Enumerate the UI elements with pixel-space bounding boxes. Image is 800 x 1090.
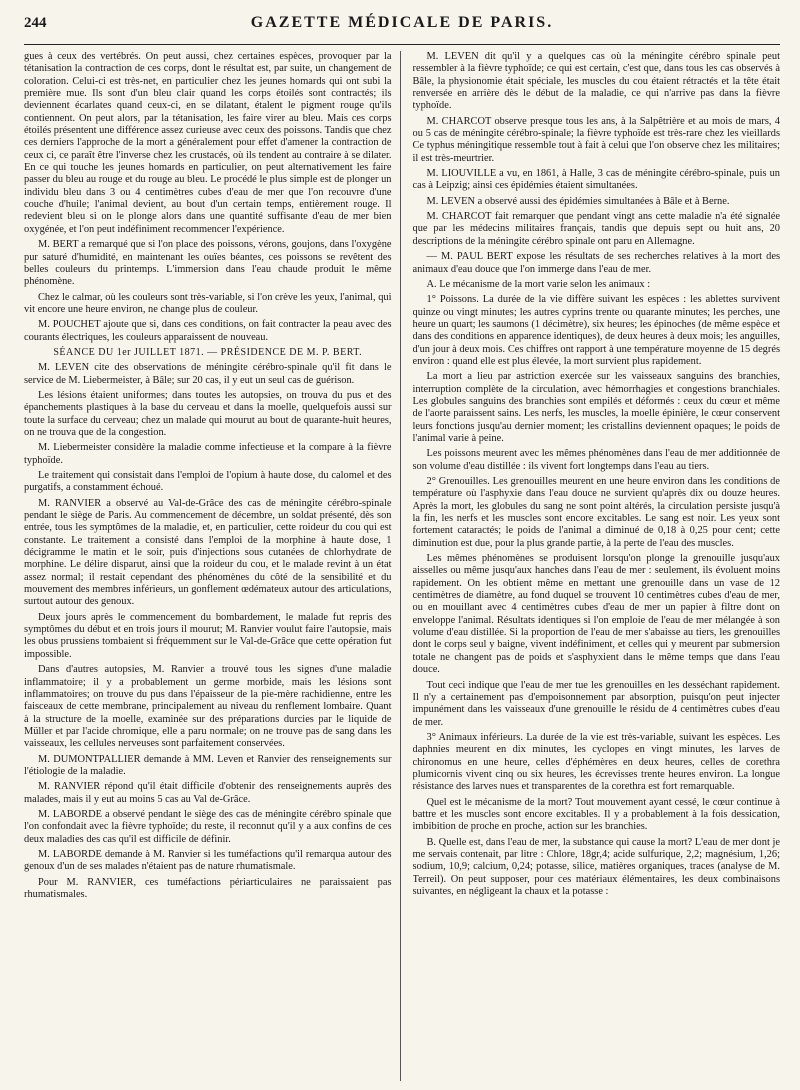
paragraph: Dans d'autres autopsies, M. Ranvier a trouvé tous les signes d'une maladie inflammatoire; il y a probablement un germe morbide, mais les lésions sont inflammatoires; on trouve du pus dans l'épaisseur de la pie-mère rachidienne, entre les faisceaux de cette membrane, principalement au niveau du renflement lombaire. Quant à la structure de la moelle, examinée sur des préparations durcies par le liquide de Müller et par l'acide chromique, elle a paru normale; on ne trouve pas de sang dans les vaisseaux, les cellules nerveuses sont parfaitement conservées. bbox=[24, 664, 392, 750]
paragraph: 1° Poissons. La durée de la vie diffère suivant les espèces : les ablettes survivent quinze ou vingt minutes; les autres cyprins trente ou quarante minutes; les perches, une heure un quart; les saumons (1 décimètre), six heures; les épinoches (de même espèce et dans des conditions en apparence identiques), de deux heures à deux mois; les anguilles, d'un jour à deux mois. Ces chiffres ont rapport à une température moyenne de 15 degrés environ : quand elle est plus élevée, la mort survient plus rapidement. bbox=[412, 294, 780, 367]
paragraph: M. LEVEN cite des observations de méningite cérébro-spinale qu'il fit dans le service de M. Liebermeister, à Bâle; sur 20 cas, il y eut un seul cas de guérison. bbox=[24, 362, 392, 386]
seance-heading: SÉANCE DU 1er JUILLET 1871. — PRÉSIDENCE DE M. P. BERT. bbox=[53, 346, 363, 358]
paragraph: Les mêmes phénomènes se produisent lorsqu'on plonge la grenouille jusqu'aux aisselles ou même jusqu'aux hanches dans l'eau de mer : seulement, ils évoluent moins rapidement. On les obtient même en mettant une grenouille dans un vase de 12 centimètres de diamètre, au fond duquel se trouvent 10 centimètres cubes d'eau de mer, ou en mouillant avec 4 centimètres cubes d'eau de mer un papier à filtre dont on enveloppe l'animal. Résultats identiques si l'on emploie de l'eau de mer mélangée à son volume d'eau distillée. Si la proportion de l'eau de mer s'abaisse au tiers, les grenouilles dont le corps seul y baigne, vivent indéfiniment, et celles qui y meurent par submersion totale ne changent pas de poids et s'asphyxient dans le même temps que dans l'eau douce. bbox=[412, 553, 780, 676]
paragraph: M. RANVIER répond qu'il était difficile d'obtenir des renseignements auprès des malades, mais il y eut au moins 5 cas au Val de-Grâce. bbox=[24, 781, 392, 805]
right-column bbox=[413, 51, 781, 1081]
paragraph: M. RANVIER a observé au Val-de-Grâce des cas de méningite cérébro-spinale pendant le siège de Paris. Au commencement de décembre, un soldat présenté, dès son entrée, tous les symptômes de la maladie, et, en particulier, cette roideur du cou qui est constante. Le traitement a consisté dans l'emploi de la morphine à haute dose, 1 décigramme le matin et le soir, puis d'injections sous cutanées de chlorhydrate de morphine. Le délire disparut, ainsi que la roideur du cou, et le malade revint à un état assez normal; il restait cependant des phénomènes du côté de la sensibilité et du mouvement des membres inférieurs, un gonflement œdémateux autour des articulations, surtout autour des genoux. bbox=[24, 497, 392, 608]
journal-title: GAZETTE MÉDICALE DE PARIS. bbox=[250, 14, 554, 31]
columns bbox=[24, 51, 780, 1081]
paragraph: M. POUCHET ajoute que si, dans ces conditions, on fait contracter la peau avec des courants électriques, les couleurs apparaissent de nouveau. bbox=[24, 319, 392, 343]
paragraph: 2° Grenouilles. Les grenouilles meurent en une heure environ dans les conditions de température où l'asphyxie dans l'eau douce ne survient qu'après dix ou douze heures. Après la mort, les globules du sang ne sont point altérés, la circulation persiste jusqu'à la fin, les nerfs et les muscles sont encore excitables. Le sang est noir. Les yeux sont fortement cataractés; le poids de l'animal a diminué de 0,18 à 0,25 pour cent; cette diminution est due, pour la plus grande partie, à la perte de l'eau des muscles. bbox=[412, 476, 780, 549]
paragraph: Tout ceci indique que l'eau de mer tue les grenouilles en les desséchant rapidement. Il n'y a certainement pas d'empoisonnement par absorption, puisqu'on peut injecter impunément dans les vaisseaux d'une grenouille le résidu de 4 centimètres cubes d'eau de mer. bbox=[412, 679, 780, 728]
paragraph: — M. PAUL BERT expose les résultats de ses recherches relatives à la mort des animaux d'eau douce que l'on immerge dans l'eau de mer. bbox=[412, 251, 780, 275]
paragraph: B. Quelle est, dans l'eau de mer, la substance qui cause la mort? L'eau de mer dont je me servais contenait, par litre : Chlore, 18gr,4; acide sulfurique, 2,2; magnésium, 1,26; sodium, 10,9; calcium, 0,24; potasse, silice, matières organiques, traces (analyse de M. Terreil). On peut supposer, pour ces matériaux élémentaires, les deux combinaisons suivantes, en négligeant la chaux et la potasse : bbox=[412, 836, 780, 897]
paragraph: M. Liebermeister considère la maladie comme infectieuse et la compare à la fièvre typhoïde. bbox=[24, 442, 392, 466]
paragraph: Pour M. RANVIER, ces tuméfactions périarticulaires ne paraissaient pas rhumatismales. bbox=[24, 876, 392, 900]
paragraph: Le traitement qui consistait dans l'emploi de l'opium à haute dose, du calomel et des purgatifs, a constamment échoué. bbox=[24, 470, 392, 494]
paragraph: M. DUMONTPALLIER demande à MM. Leven et Ranvier des renseignements sur l'étiologie de la maladie. bbox=[24, 753, 392, 777]
paragraph: 3° Animaux inférieurs. La durée de la vie est très-variable, suivant les espèces. Les daphnies meurent en dix minutes, les cyclopes en vingt minutes, les larves de chironomus en une heure, celles d'éphémères en deux heures, celles de corethra plumicornis vivent cinq ou six heures, les écrevisses trente heures environ. La longue résistance des larves nues et transparentes de la corethra est fort remarquable. bbox=[412, 731, 780, 793]
page-number: 244 bbox=[24, 15, 47, 31]
paragraph: Chez le calmar, où les couleurs sont très-variable, si l'on crève les yeux, l'animal, qui vit encore une heure environ, ne change plus de couleur. bbox=[24, 291, 392, 315]
paragraph: M. LEVEN a observé aussi des épidémies simultanées à Bâle et à Berne. bbox=[426, 195, 730, 207]
page-header bbox=[24, 14, 780, 45]
paragraph: Les poissons meurent avec les mêmes phénomènes dans l'eau de mer additionnée de son volume d'eau distillée : ils vivent fort longtemps dans l'eau au tiers. bbox=[412, 448, 780, 472]
paragraph: M. LIOUVILLE a vu, en 1861, à Halle, 3 cas de méningite cérébro-spinale, puis un cas à Leipzig; ainsi ces épidémies étaient simultanées. bbox=[412, 168, 780, 192]
paragraph: La mort a lieu par astriction exercée sur les vaisseaux sanguins des branchies, interruption complète de la circulation, avec hémorrhagies et congestions branchiales. Les globules sanguins des branchies sont empilés et déformés : ceux du cœur et même de l'aorte paraissent sains. Les nerfs, les muscles, la moelle épinière, le cœur conservent leurs fonctions jusqu'au dernier moment; les cristallins deviennent opaques; le poids de l'animal varie à peine. bbox=[412, 371, 780, 444]
paragraph: M. LABORDE demande à M. Ranvier si les tuméfactions qu'il remarqua autour des genoux d'un de ses malades n'étaient pas de nature rhumatismale. bbox=[24, 848, 392, 873]
paragraph: Quel est le mécanisme de la mort? Tout mouvement ayant cessé, le cœur continue à battre et les muscles sont encore excitables. Il y a probablement à la fois dessication, imbibition de proche en proche, action sur les branchies. bbox=[412, 796, 780, 833]
paragraph: Les lésions étaient uniformes; dans toutes les autopsies, on trouva du pus et des épanchements plastiques à la base du cerveau et dans la moelle, quelquefois aussi sur toute la surface du cerveau; chez un malade qui mourut au bout de quarante-huit heures, on ne trouva que de la congestion. bbox=[24, 389, 392, 438]
left-column bbox=[24, 51, 401, 1081]
paragraph: gues à ceux des vertébrés. On peut aussi, chez certaines espèces, provoquer par la tétanisation la contraction de ces corps, dont le résultat est, par suite, un changement de coloration. Celui-ci est très-net, en particulier chez les jeunes homards qui ont subi la première mue. Ils sont d'un bleu clair quand les corps étoilés sont contractés; ils deviennent écarlates quand ceux-ci, en se dilatant, étalent le pigment rouge qu'ils contiennent. On peut alors, par la tétanisation, les faire virer au bleu. Mais ces corps étoilés présentent une différence assez curieuse avec ceux des poissons. Tandis que chez ces derniers l'approche de la mort a généralement pour effet d'amener la contraction de ceux ci, ce paraît être l'inverse chez les crustacés, où ils tendent au contraire à se dilater. En ce qui touche les jeunes homards en particulier, on peut alternativement les faire passer du bleu au rouge et du rouge au bleu. Le procédé le plus simple est de plonger un individu bleu dans 3 ou 4 centimètres cubes d'eau de mer que l'on recouvre d'une couche d'huile; l'animal devient, au bout d'un certain temps, entièrement rouge. Il redevient bleu si on le plonge alors dans une quantité suffisante d'eau de mer bien oxygénée, et l'on peut indéfiniment recommencer l'expérience. bbox=[24, 51, 392, 235]
paragraph: M. BERT a remarqué que si l'on place des poissons, vérons, goujons, dans l'oxygène pur saturé d'humidité, en maintenant les ouïes béantes, ces poissons se revêtent des belles couleurs du printemps. L'immersion dans l'eau chaude produit le même phénomène. bbox=[24, 239, 392, 288]
paragraph: Deux jours après le commencement du bombardement, le malade fut repris des symptômes du début et en trois jours il mourut; M. Ranvier voulut faire l'autopsie, mais les obus prussiens tombaient si fréquemment sur le Val-de-Grâce que cette opération fut impossible. bbox=[24, 611, 392, 660]
paragraph: M. LABORDE a observé pendant le siège des cas de méningite cérébro spinale que l'on confondait avec la fièvre typhoïde; du reste, il reconnut qu'il y a aux confins de ces deux maladies des cas qu'il est difficile de définir. bbox=[24, 808, 392, 845]
paragraph: A. Le mécanisme de la mort varie selon les animaux : bbox=[426, 278, 651, 290]
paragraph: M. LEVEN dit qu'il y a quelques cas où la méningite cérébro spinale peut ressembler à la fièvre typhoïde; ce qui est certain, c'est que, dans tous les cas observés à Bâle, la physionomie était spéciale, les muscles du cou étaient rétractés et la tête était renversée en arrière dès le début de la maladie, ce qui n'arrive pas dans la fièvre typhoïde. bbox=[412, 51, 780, 112]
paragraph: M. CHARCOT fait remarquer que pendant vingt ans cette maladie n'a été signalée que par les médecins militaires français, tandis que depuis sept ou huit ans, 20 descriptions de la méningite cérébro spinale ont paru en Allemagne. bbox=[412, 211, 780, 247]
paragraph: M. CHARCOT observe presque tous les ans, à la Salpêtrière et au mois de mars, 4 ou 5 cas de méningite cérébro-spinale; la fièvre typhoïde est très-rare chez les vieillards Ce typhus méningitique ressemble tout à fait à celui que l'on observe chez les militaires; il est très-meurtrier. bbox=[412, 115, 780, 164]
